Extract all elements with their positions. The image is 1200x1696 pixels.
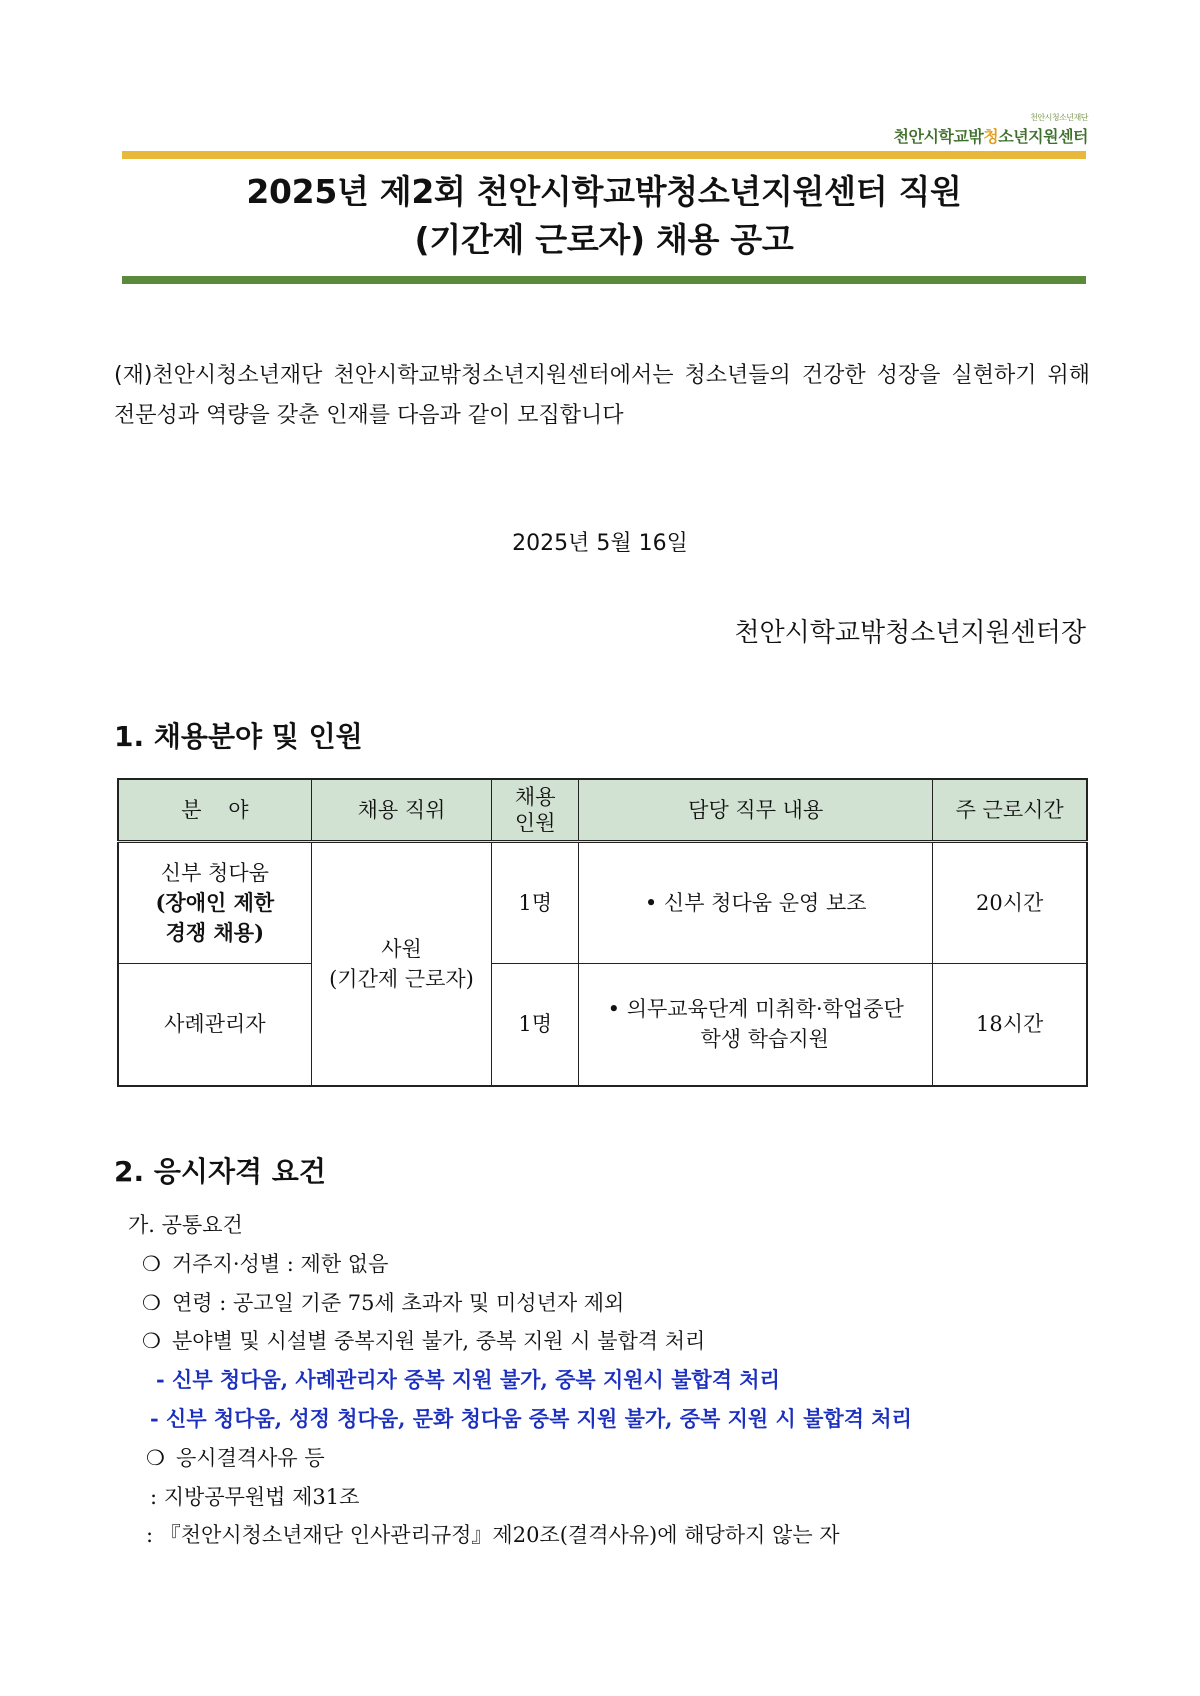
- table-header-row: [118, 779, 1087, 842]
- logo-subtitle: 천안시청소년재단: [1030, 113, 1088, 122]
- logo-name-pre: 천안시학교밖: [893, 127, 984, 146]
- list-item: [126, 1284, 912, 1323]
- row-1-field-line-2: (장애인 제한: [155, 890, 275, 915]
- condition-line-2: : 『천안시청소년재단 인사관리규정』제20조(결격사유)에 해당하지 않는 자: [146, 1523, 840, 1548]
- row-1-field-line-3: 경쟁 채용): [165, 920, 265, 945]
- note-line-2: - 신부 청다움, 성정 청다움, 문화 청다움 중복 지원 불가, 중복 지원 시 불합격 처리: [150, 1405, 912, 1431]
- table-row: [118, 964, 1087, 1086]
- section-1-heading: 1. 채용분야 및 인원: [114, 720, 363, 753]
- row-2-field: 사례관리자: [118, 964, 311, 1086]
- condition-line-1: : 지방공무원법 제31조: [150, 1484, 360, 1509]
- row-1-count: 1명: [492, 842, 579, 964]
- recruitment-table: [117, 778, 1088, 1087]
- logo-name-accent: 청: [983, 127, 999, 146]
- requirements-list: [126, 1206, 912, 1555]
- logo-name-post: 소년지원센터: [998, 127, 1088, 146]
- position-line-2: (기간제 근로자): [329, 966, 474, 991]
- header-hours: 주 근로시간: [933, 779, 1087, 842]
- logo-name: [894, 124, 1088, 147]
- header-count: [492, 779, 579, 842]
- title-bottom-bar: [122, 276, 1086, 284]
- bullet-icon: ❍: [142, 1290, 161, 1315]
- center-logo: [894, 112, 1088, 147]
- bullet-icon: ❍: [142, 1329, 161, 1354]
- header-position: 채용 직위: [311, 779, 492, 842]
- section-2-heading: 2. 응시자격 요건: [114, 1155, 326, 1188]
- bullet-icon: ❍: [142, 1251, 161, 1276]
- bullet-icon: ❍: [146, 1445, 165, 1470]
- item-text: 연령 : 공고일 기준 75세 초과자 및 미성년자 제외: [172, 1290, 625, 1315]
- title-line-1: 2025년 제2회 천안시학교밖청소년지원센터 직원: [246, 172, 962, 211]
- row-1-field: [118, 842, 311, 964]
- row-1-field-line-1: 신부 청다움: [160, 861, 269, 885]
- list-item: [126, 1322, 912, 1361]
- page-title: [122, 168, 1086, 264]
- header-duty: 담당 직무 내용: [579, 779, 933, 842]
- item-text: 거주지·성별 : 제한 없음: [172, 1251, 389, 1276]
- row-2-hours: 18시간: [933, 964, 1087, 1086]
- row-2-duty-line-2: 학생 학습지원: [700, 1027, 829, 1052]
- row-2-duty-line-1: • 의무교육단계 미취학·학업중단: [607, 997, 904, 1022]
- table-row: [118, 842, 1087, 964]
- signature: 천안시학교밖청소년지원센터장: [734, 618, 1086, 648]
- row-2-duty: [579, 964, 933, 1086]
- row-1-hours: 20시간: [933, 842, 1087, 964]
- position-line-1: 사원: [381, 936, 422, 961]
- item-text: 응시결격사유 등: [176, 1445, 325, 1470]
- header-field: 분 야: [118, 779, 311, 842]
- row-1-duty: • 신부 청다움 운영 보조: [579, 842, 933, 964]
- list-item: [126, 1245, 912, 1284]
- header-count-line-2: 인원: [514, 811, 556, 835]
- note-line-1: - 신부 청다움, 사례관리자 중복 지원 불가, 중복 지원시 불합격 처리: [156, 1367, 780, 1393]
- intro-paragraph: (재)천안시청소년재단 천안시학교밖청소년지원센터에서는 청소년들의 건강한 성장을 실현하기 위해 전문성과 역량을 갖춘 인재를 다음과 같이 모집합니다: [114, 363, 1090, 428]
- header-count-line-1: 채용: [514, 785, 556, 809]
- item-text: 분야별 및 시설별 중복지원 불가, 중복 지원 시 불합격 처리: [172, 1329, 706, 1354]
- subsection-heading: 가. 공통요건: [128, 1213, 243, 1237]
- title-line-2: (기간제 근로자) 채용 공고: [414, 220, 794, 259]
- position-cell: [311, 842, 492, 1086]
- announcement-date: 2025년 5월 16일: [512, 531, 688, 556]
- list-item: [126, 1439, 912, 1478]
- title-top-bar: [122, 151, 1086, 159]
- row-2-count: 1명: [492, 964, 579, 1086]
